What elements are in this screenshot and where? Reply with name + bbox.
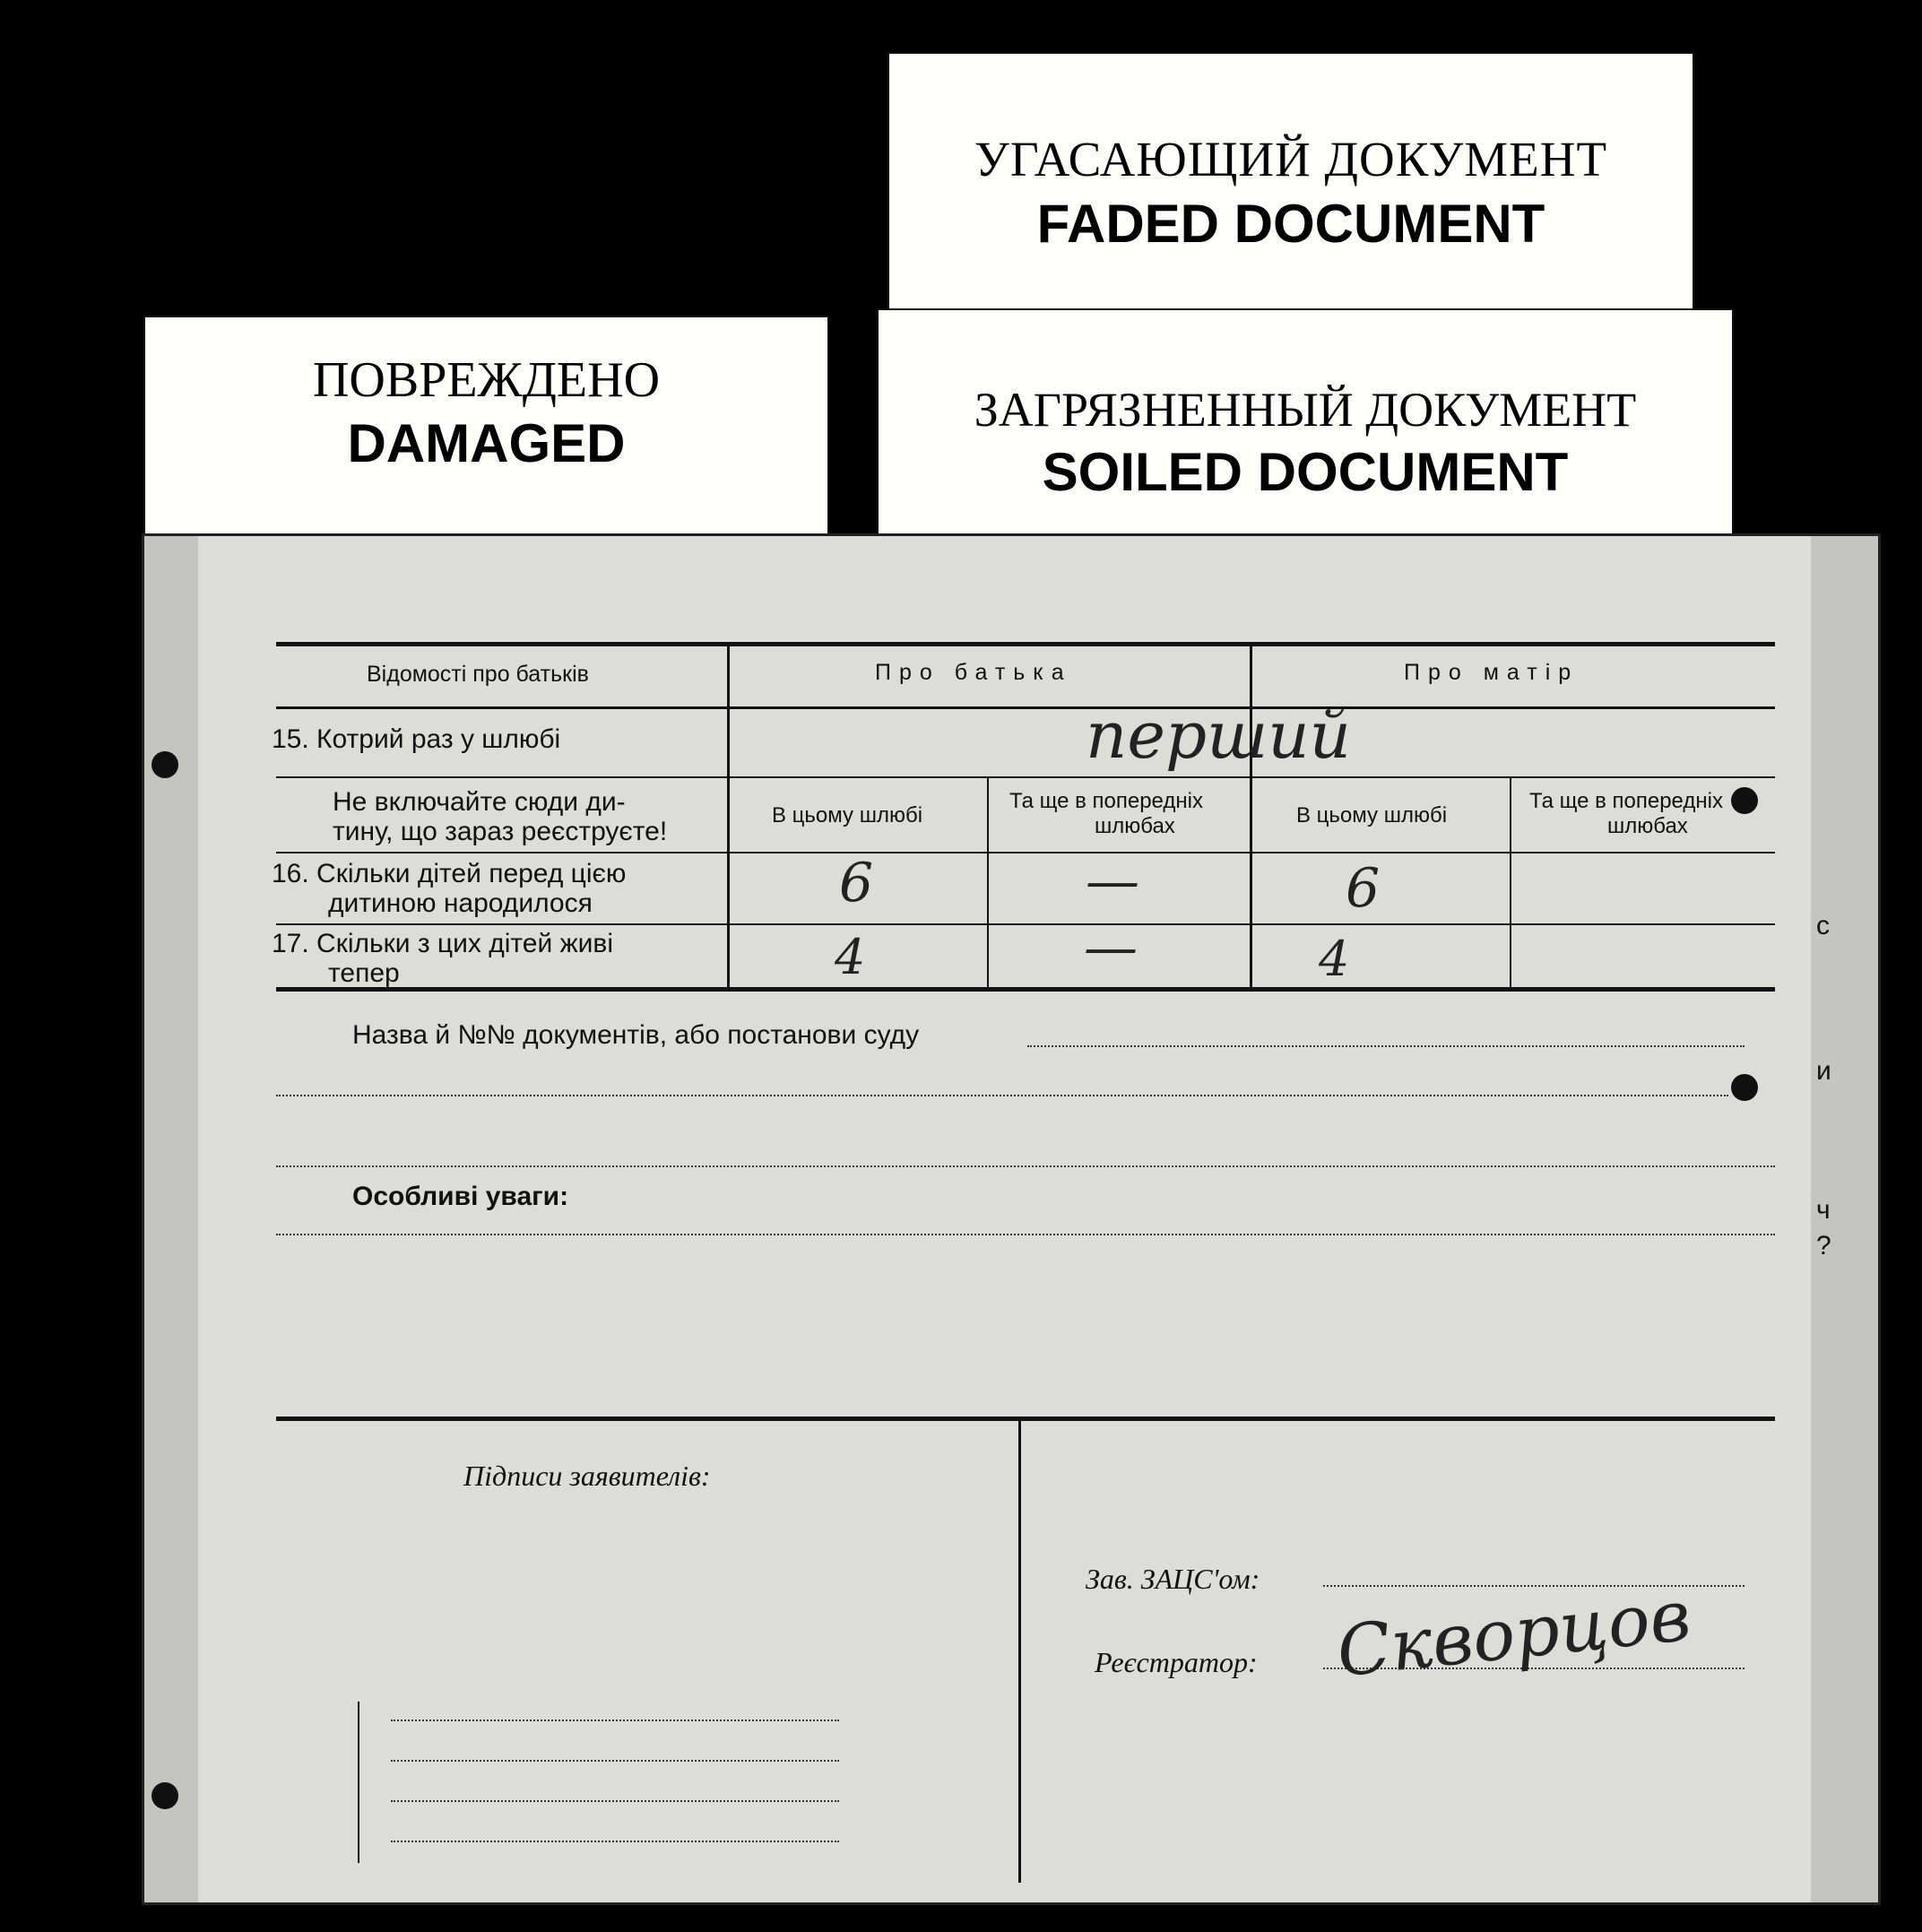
registrar-signature: Скворцов xyxy=(1333,1575,1694,1694)
q16-rule xyxy=(276,923,1775,925)
table-top-rule xyxy=(276,642,1775,646)
signatures-divider xyxy=(1018,1417,1021,1883)
mother-this-marriage-subheader: В цьому шлюбі xyxy=(1296,803,1448,827)
applicant-signature-line xyxy=(391,1800,839,1802)
father-header: Про батька xyxy=(875,660,1072,685)
margin-letter: ? xyxy=(1816,1231,1831,1261)
signatures-top-rule xyxy=(276,1417,1775,1421)
q17-label-line1: 17. Скільки з цих дітей живі xyxy=(272,929,613,958)
col-divider xyxy=(1250,642,1252,990)
applicant-bracket xyxy=(358,1702,359,1863)
q16-label-line1: 16. Скільки дітей перед цією xyxy=(272,859,627,888)
special-notes-fill-line xyxy=(276,1234,1775,1235)
damaged-label-ru: ПОВРЕЖДЕНО xyxy=(312,352,661,408)
punch-hole xyxy=(152,1782,178,1809)
documents-fill-line xyxy=(276,1165,1775,1167)
head-zags-label: Зав. ЗАЦС'ом: xyxy=(1086,1563,1260,1595)
registration-form-card xyxy=(142,533,1881,1905)
father-this-marriage-subheader: В цьому шлюбі xyxy=(772,803,923,827)
q17-mother-this: 4 xyxy=(1319,931,1350,987)
q17-father-this: 4 xyxy=(835,929,866,985)
applicants-signatures-label: Підписи заявителів: xyxy=(463,1460,711,1492)
applicant-signature-line xyxy=(391,1841,839,1842)
note-line1: Не включайте сюди ди- xyxy=(333,787,626,817)
col-divider xyxy=(1510,776,1511,990)
q15-rule xyxy=(276,776,1775,778)
left-worn-edge xyxy=(144,536,198,1902)
q17-label-line2: тепер xyxy=(328,958,400,988)
faded-label-en: FADED DOCUMENT xyxy=(1036,194,1545,254)
faded-label-ru: УГАСАЮЩИЙ ДОКУМЕНТ xyxy=(974,132,1608,186)
mother-prev-marriages-line2: шлюбах xyxy=(1607,814,1688,838)
subheader-rule xyxy=(276,852,1775,853)
header-rule xyxy=(276,706,1775,709)
damaged-label xyxy=(143,316,829,549)
soiled-document-label xyxy=(877,308,1734,549)
father-prev-marriages-line1: Та ще в попередніх xyxy=(1009,789,1203,813)
special-notes-label: Особливі уваги: xyxy=(352,1182,569,1211)
q15-handwritten-answer: перший xyxy=(1086,697,1352,773)
margin-letter: и xyxy=(1816,1056,1831,1086)
documents-fill-line xyxy=(1027,1045,1745,1047)
q16-mother-this: 6 xyxy=(1346,857,1381,920)
q17-father-prev: — xyxy=(1084,916,1138,979)
margin-letter: ч xyxy=(1816,1195,1831,1225)
parents-info-header: Відомості про батьків xyxy=(367,662,589,687)
father-prev-marriages-line2: шлюбах xyxy=(1095,814,1175,838)
registrar-label: Реєстратор: xyxy=(1095,1646,1258,1678)
mother-prev-marriages-line1: Та ще в попередніх xyxy=(1529,789,1723,813)
table-bottom-rule xyxy=(276,987,1775,992)
punch-hole xyxy=(152,751,178,778)
soiled-label-en: SOILED DOCUMENT xyxy=(1042,442,1569,502)
mother-header: Про матір xyxy=(1404,660,1580,685)
faded-document-label xyxy=(887,52,1694,312)
punch-hole xyxy=(1731,787,1758,814)
applicant-signature-line xyxy=(391,1760,839,1762)
documents-fill-line xyxy=(276,1095,1728,1096)
q16-label-line2: дитиною народилося xyxy=(328,888,593,918)
margin-letter: с xyxy=(1816,911,1830,940)
q15-label: 15. Котрий раз у шлюбі xyxy=(272,724,561,754)
q16-father-this: 6 xyxy=(839,852,874,914)
q16-father-prev: — xyxy=(1086,850,1139,913)
soiled-label-ru: ЗАГРЯЗНЕННЫЙ ДОКУМЕНТ xyxy=(974,383,1637,437)
damaged-label-en: DAMAGED xyxy=(347,413,626,473)
documents-label: Назва й №№ документів, або постанови суду xyxy=(352,1020,920,1050)
note-line2: тину, що зараз реєструєте! xyxy=(333,817,668,846)
col-divider xyxy=(987,776,989,990)
applicant-signature-line xyxy=(391,1720,839,1721)
col-divider xyxy=(727,642,730,990)
punch-hole xyxy=(1731,1074,1758,1101)
